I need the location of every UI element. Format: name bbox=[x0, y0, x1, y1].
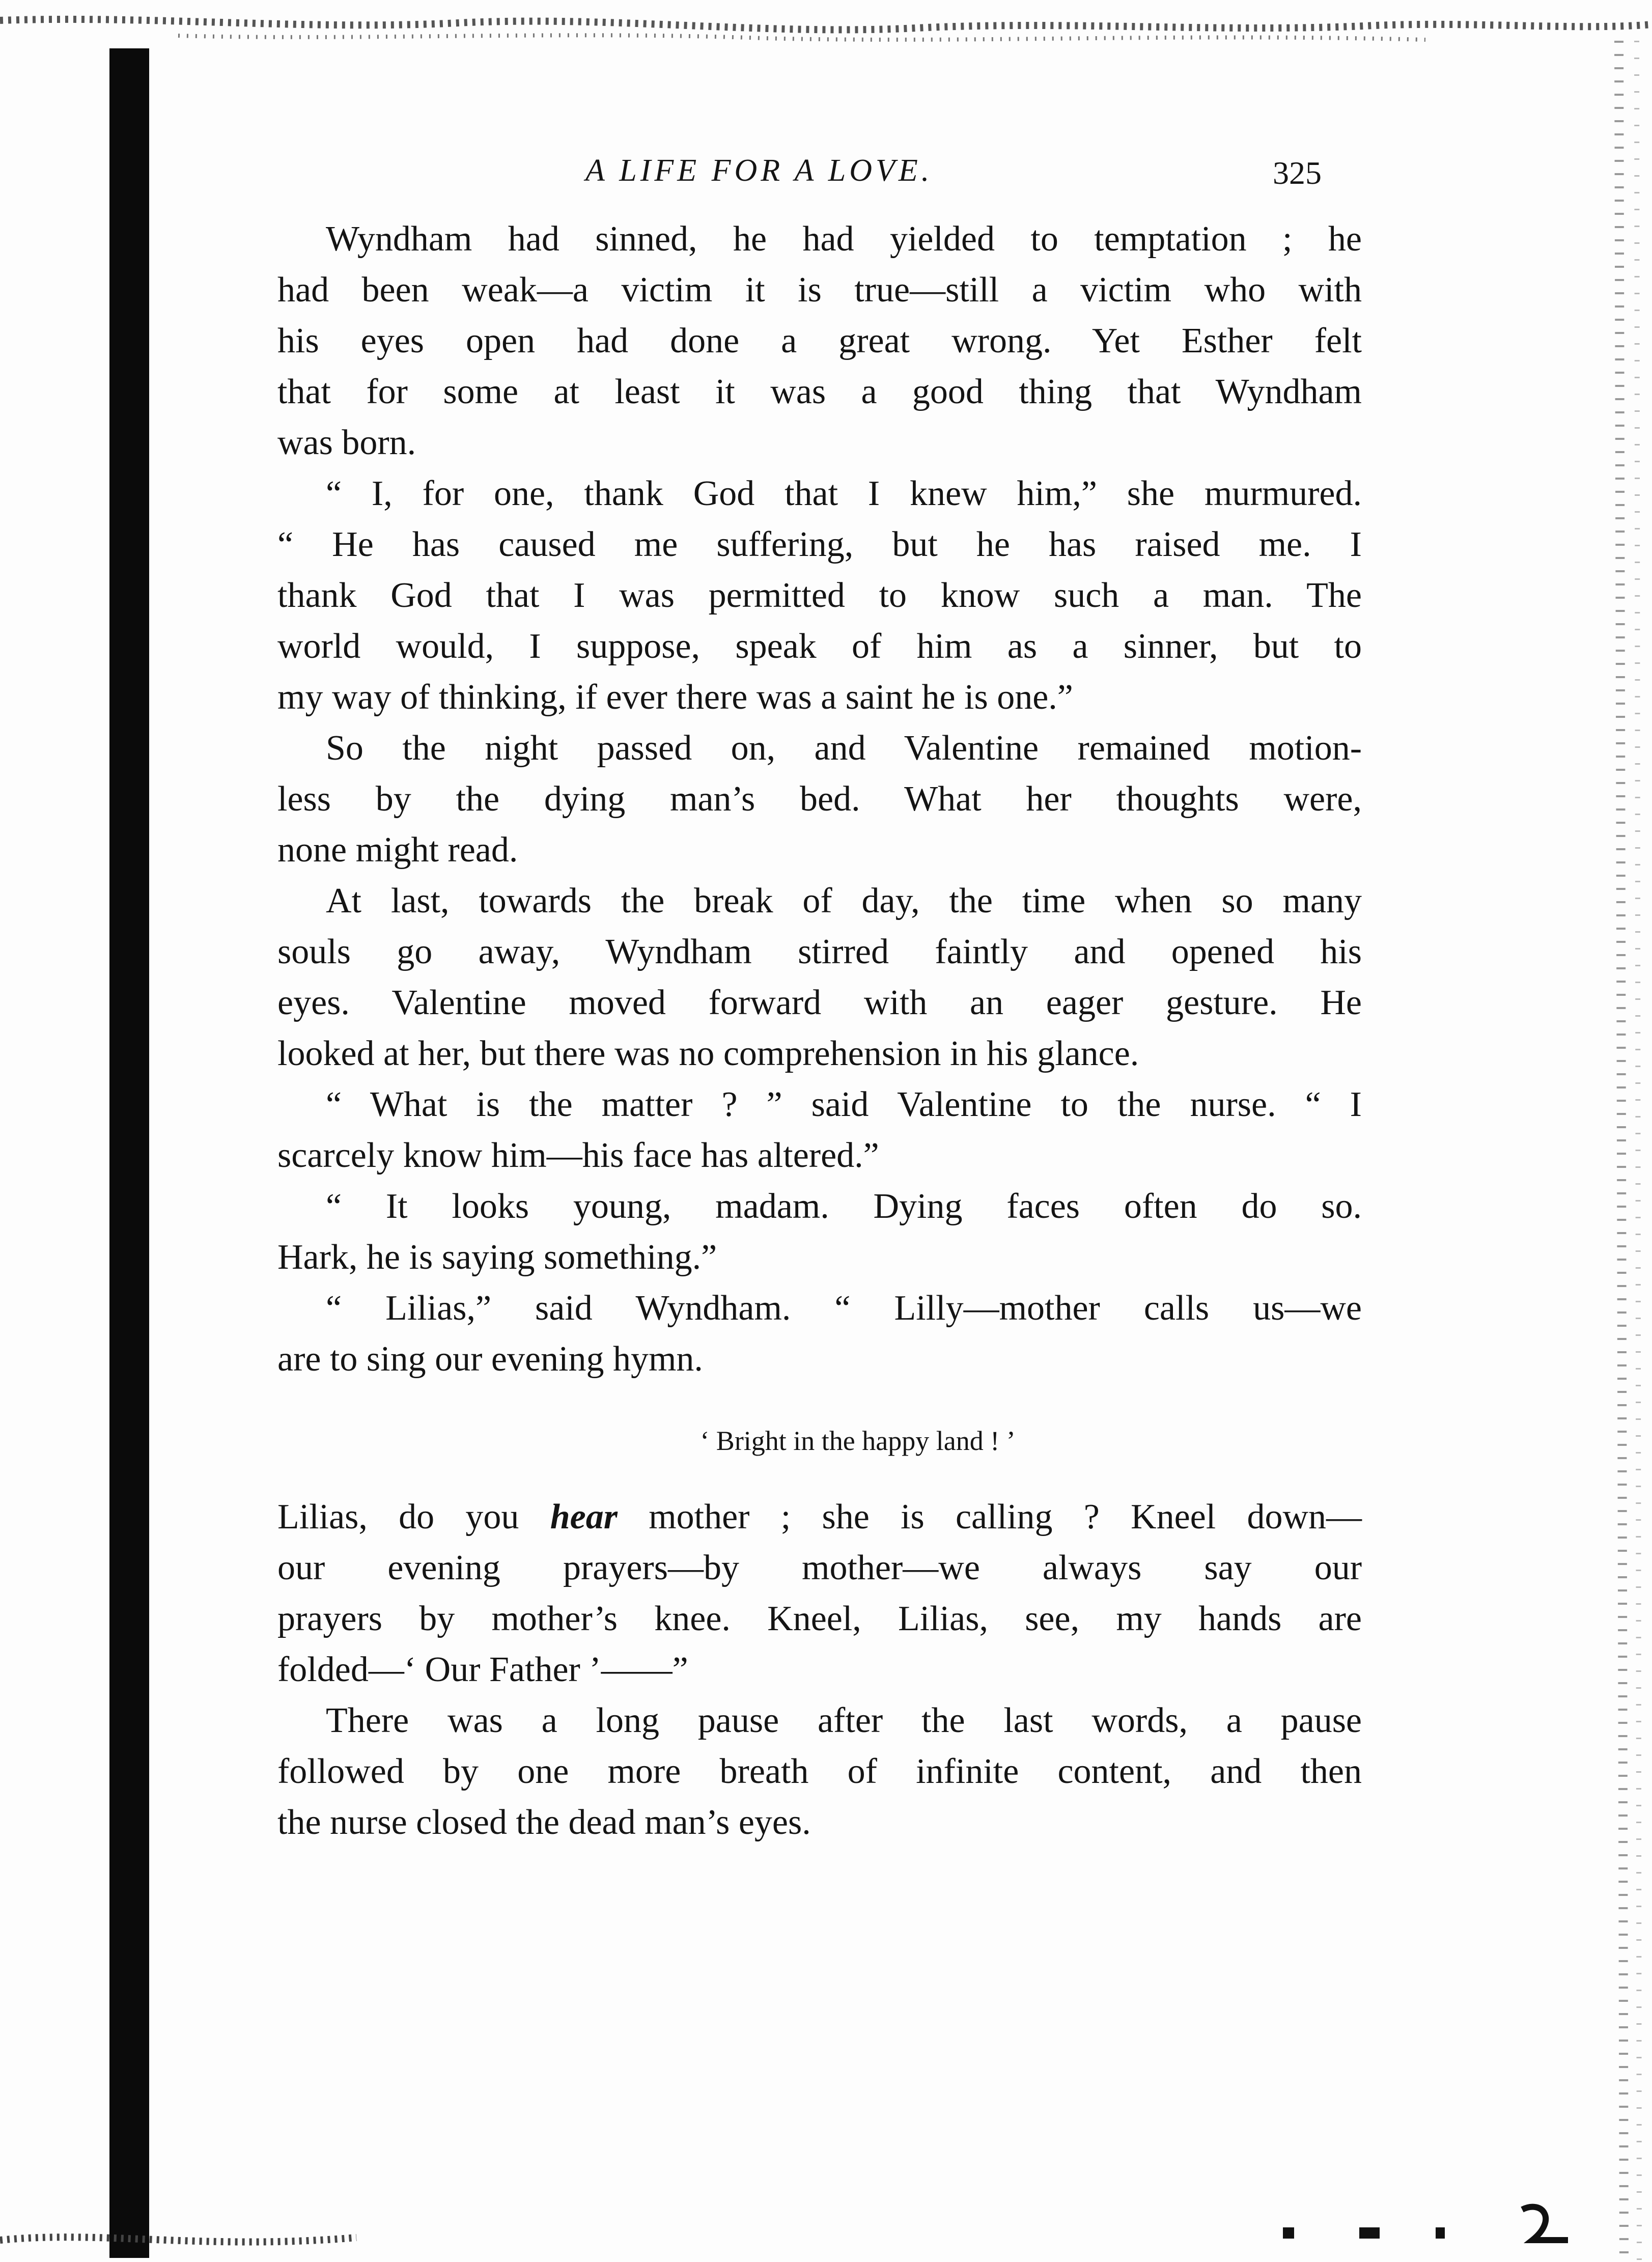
text-line: world would, I suppose, speak of him as a sinner, but to bbox=[277, 627, 1362, 666]
text-line: looked at her, but there was no comprehension in his glance. bbox=[277, 1034, 1139, 1073]
text-line: “ It looks young, madam. Dying faces often do so. bbox=[326, 1187, 1362, 1226]
text-line: had been weak—a victim it is true—still a victim who with bbox=[277, 270, 1362, 310]
text-line: scarcely know him—his face has altered.” bbox=[277, 1136, 879, 1175]
text-line: the nurse closed the dead man’s eyes. bbox=[277, 1803, 811, 1842]
text-segment: Lilias, do you bbox=[277, 1497, 550, 1537]
text-line: “ He has caused me suffering, but he has raised me. I bbox=[277, 525, 1362, 564]
bottom-edge-scan-noise bbox=[0, 2179, 1652, 2262]
text-line: folded—‘ Our Father ’——” bbox=[277, 1650, 688, 1689]
text-line bbox=[277, 1492, 1362, 1543]
text-line: There was a long pause after the last words, a pause bbox=[326, 1701, 1362, 1740]
text-line: our evening prayers—by mother—we always say our bbox=[277, 1548, 1362, 1587]
text-line: his eyes open had done a great wrong. Yet Esther felt bbox=[277, 321, 1362, 360]
top-edge-scan-noise bbox=[0, 0, 1652, 76]
text-line: “ Lilias,” said Wyndham. “ Lilly—mother calls us—we bbox=[326, 1289, 1362, 1328]
binding-shadow-bar bbox=[109, 48, 149, 2258]
right-edge-scan-noise bbox=[1588, 41, 1652, 2262]
text-segment: mother ; she is calling ? Kneel down— bbox=[617, 1497, 1362, 1537]
text-line: “ What is the matter ? ” said Valentine to the nurse. “ I bbox=[326, 1085, 1362, 1124]
text-line: was born. bbox=[277, 423, 416, 462]
text-line: At last, towards the break of day, the time when so many bbox=[326, 881, 1362, 920]
emphasized-word: hear bbox=[550, 1497, 618, 1537]
text-line: Hark, he is saying something.” bbox=[277, 1238, 717, 1277]
text-line: So the night passed on, and Valentine remained motion- bbox=[326, 729, 1362, 768]
text-line: that for some at least it was a good thing that Wyndham bbox=[277, 372, 1362, 411]
text-line: souls go away, Wyndham stirred faintly and opened his bbox=[277, 932, 1362, 971]
text-line: eyes. Valentine moved forward with an eager gesture. He bbox=[277, 983, 1362, 1022]
text-line: my way of thinking, if ever there was a saint he is one.” bbox=[277, 678, 1073, 717]
running-title: A LIFE FOR A LOVE. bbox=[585, 153, 933, 188]
body-text bbox=[277, 214, 1362, 1848]
text-line: are to sing our evening hymn. bbox=[277, 1339, 703, 1379]
text-line: less by the dying man’s bed. What her thoughts were, bbox=[277, 779, 1362, 819]
text-line: “ I, for one, thank God that I knew him,” she murmured. bbox=[326, 474, 1362, 513]
text-line: prayers by mother’s knee. Kneel, Lilias, see, my hands are bbox=[277, 1599, 1362, 1638]
text-line: none might read. bbox=[277, 830, 518, 870]
hymn-quotation: ‘ Bright in the happy land ! ’ bbox=[700, 1426, 1016, 1456]
text-line: followed by one more breath of infinite content, and then bbox=[277, 1752, 1362, 1791]
text-line: Wyndham had sinned, he had yielded to temptation ; he bbox=[326, 219, 1362, 259]
page-number: 325 bbox=[1273, 155, 1322, 191]
text-line: thank God that I was permitted to know such a man. The bbox=[277, 576, 1362, 615]
